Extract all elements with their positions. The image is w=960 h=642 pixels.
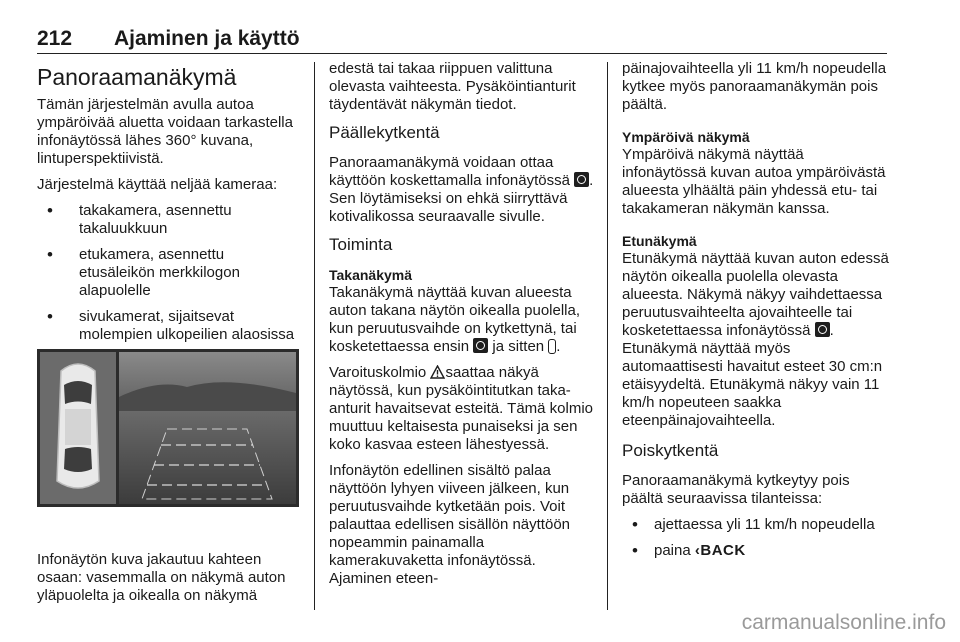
front-view-paragraph xyxy=(622,250,890,430)
list-item: • ajettaessa yli 11 km/h nopeudella xyxy=(622,516,890,534)
text-run: Takanäkymä näyttää kuvan alueesta auton takana näytön oikealla puolella, kun peruutusvaihde on kytkettynä, tai kosketettaessa ensin xyxy=(329,284,581,355)
camera-list xyxy=(37,202,299,344)
return-paragraph: Infonäytön edellinen sisältö palaa näyttöön lyhyen viiveen jälkeen, kun peruutusvaihde kytketään pois. Voit palauttaa edellisen sisällön näyttöön nopeammin painamalla kamerakuvaketta infonäytössä. Ajaminen eteen- xyxy=(329,462,571,587)
warning-triangle-icon xyxy=(430,365,445,379)
text-run: . Sen löytämiseksi on ehkä siirryttävä kotivalikossa seuraavalle sivulle. xyxy=(329,172,594,225)
section-heading: Päällekytkentä xyxy=(329,123,440,142)
section-heading: Poiskytkentä xyxy=(622,441,719,460)
activation-paragraph xyxy=(329,154,595,226)
camera-view-image xyxy=(37,349,299,507)
section-heading: Toiminta xyxy=(329,235,393,254)
column-1 xyxy=(37,60,299,352)
camera-icon xyxy=(815,322,830,337)
column-3 xyxy=(622,60,890,568)
surround-paragraph: Ympäröivä näkymä näyttää infonäytössä kuvan autoa ympäröivästä alueesta ylhäältä päin yhdessä etu- tai takakameran näkymän kanssa. xyxy=(622,146,886,217)
text-run: Etunäkymä näyttää kuvan auton edessä näytön oikealla puolella olevasta alueesta. Näkymä näkyy vaihdettaessa peruutusvaihteelta ajovaihteelle tai kosketettaessa infonäytössä xyxy=(622,250,889,339)
cameras-intro: Järjestelmä käyttää neljää kameraa: xyxy=(37,176,278,193)
watermark: carmanualsonline.info xyxy=(741,611,946,634)
column-2 xyxy=(329,60,595,596)
text-run: . Etunäkymä näyttää myös automaattisesti havaitut esteet 30 cm:n etäisyydeltä. Etunäkymä näkyy vain 11 km/h nopeuteen saakka eteenpäinajovaihteella. xyxy=(622,322,883,429)
list-item: • etukamera, asennettu etusäleikön merkkilogon alapuolelle xyxy=(37,246,299,300)
list-item xyxy=(622,542,890,560)
deactivation-paragraph: Panoraamanäkymä kytkeytyy pois päältä seuraavissa tilanteissa: xyxy=(622,472,850,507)
subsection-heading: Etunäkymä xyxy=(622,233,697,249)
rear-view-paragraph xyxy=(329,284,595,356)
camera-icon xyxy=(574,172,589,187)
list-item: • sivukamerat, sijaitsevat molempien ulkopeilien alaosissa xyxy=(37,308,299,344)
column-divider xyxy=(314,62,315,610)
continued-paragraph: edestä tai takaa riippuen valittuna olevasta vaihteesta. Pysäköintianturit täydentävät näkymän tiedot. xyxy=(329,60,576,113)
continued-paragraph: päinajovaihteella yli 11 km/h nopeudella kytkee myös panoraamanäkymän pois päältä. xyxy=(622,60,887,113)
list-item: • takakamera, asennettu takaluukkuun xyxy=(37,202,299,238)
deactivation-list xyxy=(622,516,890,560)
back-key-label: ‹BACK xyxy=(694,542,746,559)
page-number: 212 xyxy=(37,27,73,50)
text-run: Varoituskolmio xyxy=(329,364,431,381)
intro-paragraph: Tämän järjestelmän avulla autoa ympäröivää aluetta voidaan tarkastella infonäytössä lähes 360° kuvana, lintuperspektiivistä. xyxy=(37,96,293,167)
text-run: ja sitten xyxy=(488,338,549,355)
text-run: paina xyxy=(654,542,695,559)
text-run: . xyxy=(556,338,561,355)
column-divider xyxy=(607,62,608,610)
warning-paragraph xyxy=(329,364,595,454)
chapter-title: Ajaminen ja käyttö xyxy=(114,27,300,50)
text-run: Panoraamanäkymä voidaan ottaa käyttöön koskettamalla infonäytössä xyxy=(329,154,575,189)
page-header xyxy=(37,25,887,54)
subsection-heading: Takanäkymä xyxy=(329,267,413,283)
camera-view-illustration xyxy=(37,349,299,507)
subsection-heading: Ympäröivä näkymä xyxy=(622,129,750,145)
text-run: saattaa näkyä näytössä, kun pysäköintitutkan taka-anturit havaitsevat esteitä. Tämä kolmio muuttuu keltaisesta punaiseksi ja sen koko kasvaa esteen lähestyessä. xyxy=(329,364,594,453)
camera-icon xyxy=(473,338,488,353)
image-caption: Infonäytön kuva jakautuu kahteen osaan: vasemmalla on näkymä auton yläpuolelta ja oikealla on näkymä xyxy=(37,551,286,604)
section-heading: Panoraamanäkymä xyxy=(37,64,237,90)
